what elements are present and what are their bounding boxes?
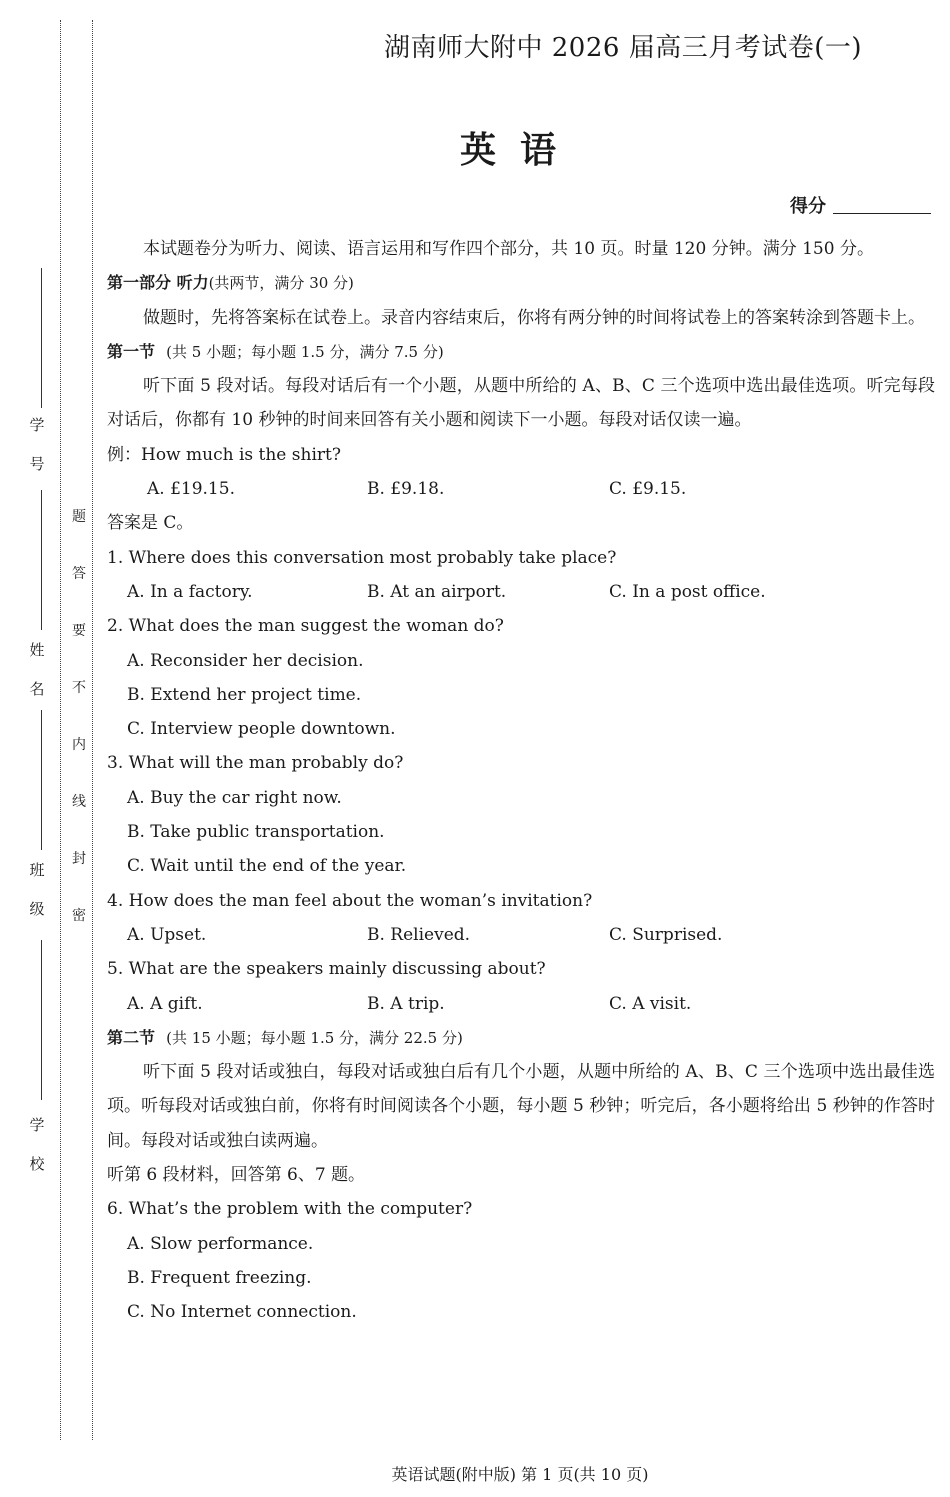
- intro-paragraph: 本试题卷分为听力、阅读、语言运用和写作四个部分，共 10 页。时量 120 分钟。满分 150 分。: [143, 239, 874, 259]
- student-id-label: 学 号: [29, 416, 45, 473]
- binding-dotted-line-left: [60, 20, 61, 1440]
- option-b: B. Frequent freezing.: [127, 1267, 312, 1288]
- example-option-b: B. £9.18.: [367, 479, 445, 500]
- school-label: 学 校: [29, 1116, 45, 1173]
- school-blank: [41, 940, 42, 1100]
- class-label: 班 级: [29, 861, 45, 918]
- name-label: 姓 名: [29, 641, 45, 698]
- option-c: C. No Internet connection.: [127, 1302, 357, 1323]
- class-blank: [41, 710, 42, 850]
- section2-instruction: 听下面 5 段对话或独白，每段对话或独白后有几个小题，从题中所给的 A、B、C 三个选项中选出最佳选项。听每段对话或独白前，你将有时间阅读各个小题，每小题 5 秒钟；听完后，各小题将给出 5 秒钟的作答时间。每段对话或独白读两遍。: [107, 1062, 935, 1151]
- section1-instruction: 听下面 5 段对话。每段对话后有一个小题，从题中所给的 A、B、C 三个选项中选出最佳选项。听完每段对话后，你都有 10 秒钟的时间来回答有关小题和阅读下一小题。每段对话仅读一遍。: [107, 376, 935, 431]
- exam-content: [107, 232, 935, 1330]
- question-stem: 4. How does the man feel about the woman’s invitation?: [107, 890, 593, 911]
- option-c: C. Wait until the end of the year.: [127, 856, 407, 877]
- section2-heading: 第二节 (共 15 小题；每小题 1.5 分，满分 22.5 分): [107, 1027, 463, 1047]
- option-a: A. In a factory.: [127, 581, 253, 602]
- option-a: A. Reconsider her decision.: [127, 650, 364, 671]
- question-stem: 3. What will the man probably do?: [107, 753, 404, 774]
- option-b: B. Extend her project time.: [127, 684, 362, 705]
- question-stem: 2. What does the man suggest the woman do?: [107, 616, 504, 637]
- option-b: B. At an airport.: [367, 581, 507, 602]
- question-stem: 6. What’s the problem with the computer?: [107, 1199, 473, 1220]
- question-options: [107, 575, 935, 609]
- question-stem: 1. Where does this conversation most probably take place?: [107, 547, 617, 568]
- option-c: C. A visit.: [609, 993, 692, 1014]
- name-blank: [41, 490, 42, 630]
- option-a: A. Slow performance.: [127, 1233, 314, 1254]
- option-b: B. Relieved.: [367, 924, 471, 945]
- seal-line-warning: 题 答 要 不 内 线 封 密: [72, 509, 86, 924]
- option-a: A. Buy the car right now.: [127, 787, 342, 808]
- example-question: 例：How much is the shirt?: [107, 444, 341, 465]
- question-options: [107, 918, 935, 952]
- option-a: A. A gift.: [127, 993, 203, 1014]
- page-footer: 英语试题(附中版) 第 1 页(共 10 页): [391, 1465, 649, 1484]
- option-c: C. Surprised.: [609, 924, 723, 945]
- part1-instruction: 做题时，先将答案标在试卷上。录音内容结束后，你将有两分钟的时间将试卷上的答案转涂到答题卡上。: [143, 307, 925, 328]
- question-options: [107, 987, 935, 1021]
- binding-dotted-line-right: [92, 20, 93, 1440]
- option-c: C. Interview people downtown.: [127, 719, 396, 740]
- material-note: 听第 6 段材料，回答第 6、7 题。: [107, 1165, 366, 1186]
- exam-title: 湖南师大附中 2026 届高三月考试卷(一): [384, 33, 862, 63]
- score-blank: [833, 213, 931, 214]
- student-id-blank: [41, 268, 42, 408]
- example-option-a: A. £19.15.: [147, 479, 235, 500]
- section1-heading: 第一节 (共 5 小题；每小题 1.5 分，满分 7.5 分): [107, 341, 444, 361]
- example-options: [107, 472, 935, 506]
- question-stem: 5. What are the speakers mainly discussing about?: [107, 959, 546, 980]
- option-b: B. Take public transportation.: [127, 822, 385, 843]
- subject-title: 英语: [459, 130, 580, 171]
- example-answer: 答案是 C。: [107, 513, 194, 534]
- option-a: A. Upset.: [127, 924, 207, 945]
- part1-heading: 第一部分 听力(共两节，满分 30 分): [107, 273, 354, 293]
- option-b: B. A trip.: [367, 993, 445, 1014]
- example-option-c: C. £9.15.: [609, 479, 687, 500]
- score-label: 得分: [790, 196, 826, 217]
- option-c: C. In a post office.: [609, 581, 766, 602]
